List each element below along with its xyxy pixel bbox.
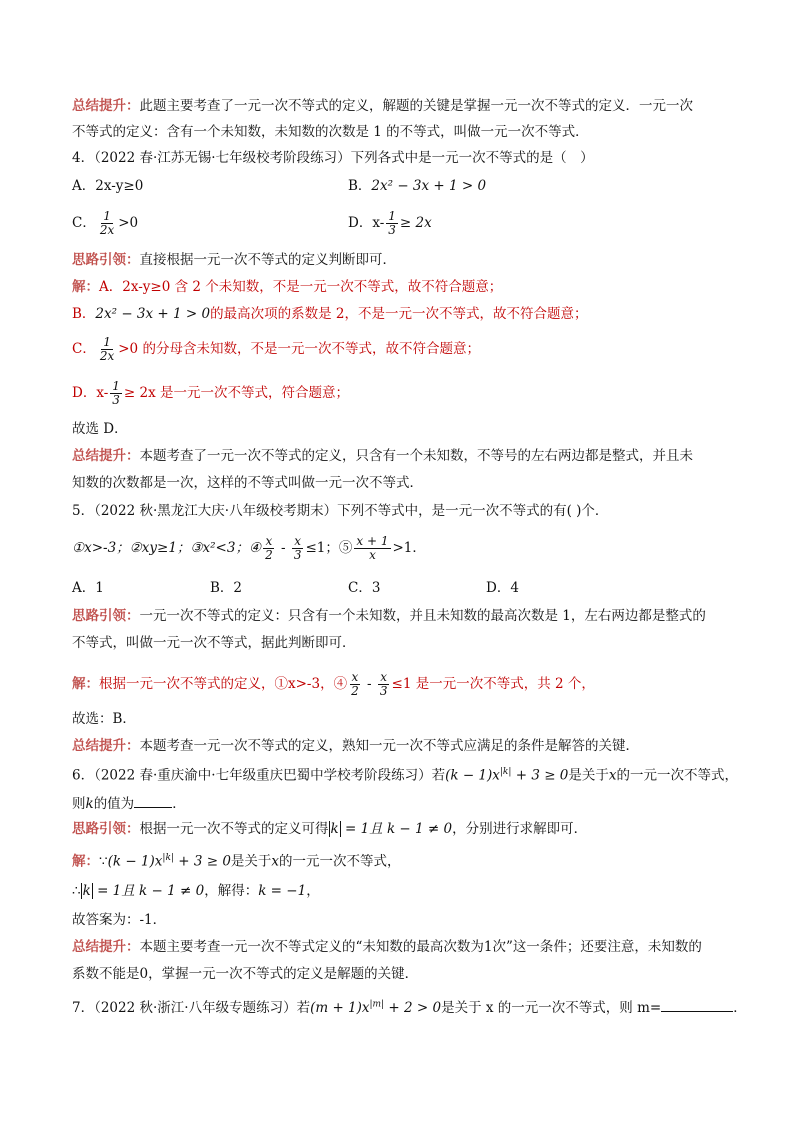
answer-blank[interactable] bbox=[661, 999, 733, 1012]
solution-text: ， bbox=[306, 883, 320, 899]
hint-text: 不等式，叫做一元一次不等式，据此判断即可． bbox=[72, 635, 356, 651]
q5-option-d: D．4 bbox=[486, 580, 519, 596]
numerator: x + 1 bbox=[356, 534, 389, 548]
q6-summary bbox=[72, 968, 418, 982]
math-expression: + 2 > 0 bbox=[384, 1000, 442, 1016]
stem-text: ． bbox=[172, 796, 186, 812]
math-expression: (m + 1)x bbox=[310, 1000, 370, 1016]
summary-text: 知数的次数都是一次，这样的不等式叫做一元一次不等式． bbox=[72, 475, 423, 491]
q5-items bbox=[72, 535, 426, 562]
solution-text: A．2x-y≥0 含 2 个未知数，不是一元一次不等式，故不符合题意； bbox=[99, 279, 503, 295]
math-expression: = 1且 k − 1 ≠ 0 bbox=[340, 821, 453, 837]
q5-hint bbox=[72, 637, 356, 651]
q4-option-d bbox=[348, 210, 432, 237]
summary-label: 总结提升： bbox=[72, 98, 140, 114]
solution-label: 解： bbox=[72, 676, 99, 693]
minus-sign: - bbox=[362, 676, 376, 693]
hint-text: 一元一次不等式的定义：只含有一个未知数，并且未知数的最高次数是 1，左右两边都是整式的 bbox=[139, 608, 706, 624]
solution-text: >0 的分母含未知数，不是一元一次不等式，故不符合题意； bbox=[118, 341, 480, 358]
q5-option-b: B．2 bbox=[210, 580, 243, 596]
math-abs: k bbox=[82, 883, 91, 899]
summary-text: 本题考查了一元一次不等式的定义，只含有一个未知数，不等号的左右两边都是整式，并且未 bbox=[139, 448, 693, 464]
option-prefix: B． bbox=[348, 178, 372, 194]
fraction bbox=[98, 210, 116, 237]
q5-option-a: A．1 bbox=[72, 580, 104, 596]
q4-choose: 故选 D． bbox=[72, 421, 128, 437]
solution-label: 解： bbox=[72, 853, 99, 870]
fraction bbox=[263, 535, 275, 562]
denominator: 2 bbox=[265, 548, 273, 563]
math-exponent: |m| bbox=[369, 999, 385, 1010]
q5-hint bbox=[72, 610, 706, 624]
solution-text: 的一元一次不等式， bbox=[279, 853, 401, 870]
question-4-stem: 4．（2022 春·江苏无锡·七年级校考阶段练习）下列各式中是一元一次不等式的是（ ） bbox=[72, 150, 594, 166]
items-text: >1． bbox=[392, 540, 426, 557]
stem-text: 则 bbox=[72, 796, 86, 812]
solution-text: 根据一元一次不等式的定义，①x>-3，④ bbox=[99, 676, 348, 693]
question-5-stem: 5．（2022 秋·黑龙江大庆·八年级校考期末）下列不等式中，是一元一次不等式的有( )个． bbox=[72, 503, 609, 519]
q4-summary bbox=[72, 477, 423, 491]
solution-text: ≥ 2x 是一元一次不等式，符合题意； bbox=[123, 385, 350, 402]
denominator: 2 bbox=[351, 684, 359, 699]
stem-text: 是关于 bbox=[568, 767, 609, 784]
summary-label: 总结提升： bbox=[72, 738, 140, 754]
math-expression: = 1且 k − 1 ≠ 0 bbox=[92, 883, 205, 899]
option-prefix: D．x- bbox=[348, 215, 385, 232]
q5-solution bbox=[72, 671, 595, 698]
minus-sign: - bbox=[276, 540, 290, 557]
math-expression: 2x² − 3x + 1 > 0 bbox=[371, 178, 487, 194]
numerator: 1 bbox=[112, 379, 120, 393]
hint-text: 直接根据一元一次不等式的定义判断即可． bbox=[139, 252, 396, 268]
q4-option-b bbox=[348, 180, 486, 194]
numerator: x bbox=[294, 534, 302, 548]
summary-label: 总结提升： bbox=[72, 448, 140, 464]
summary-label: 总结提升： bbox=[72, 939, 140, 955]
fraction bbox=[110, 380, 122, 407]
math-exponent: |k| bbox=[162, 853, 174, 863]
denominator: 3 bbox=[388, 223, 396, 238]
stem-text: 是关于 x 的一元一次不等式，则 m= bbox=[441, 1000, 662, 1016]
stem-text: ． bbox=[733, 1000, 747, 1016]
math-expression: + 3 ≥ 0 bbox=[173, 853, 231, 870]
solution-text: 是关于 bbox=[230, 853, 272, 870]
solution-text: 的最高次项的系数是 2，不是一元一次不等式，故不符合题意； bbox=[210, 306, 588, 322]
question-6-stem bbox=[72, 768, 738, 783]
hint-label: 思路引领： bbox=[72, 821, 140, 837]
option-suffix: >0 bbox=[118, 215, 139, 232]
solution-text: ≤1 是一元一次不等式，共 2 个， bbox=[391, 676, 595, 693]
option-suffix: ≥ 2x bbox=[399, 215, 432, 232]
numerator: 1 bbox=[103, 335, 111, 349]
option-prefix: B． bbox=[72, 306, 96, 322]
q5-choose: 故选：B． bbox=[72, 711, 136, 727]
math-expression: 2x² − 3x + 1 > 0 bbox=[95, 306, 211, 322]
q6-hint bbox=[72, 823, 587, 837]
denominator: 2x bbox=[99, 349, 115, 364]
q6-solution bbox=[72, 854, 401, 869]
items-text: ①x>-3；②xy≥1；③x²<3；④ bbox=[72, 540, 262, 557]
fraction bbox=[98, 336, 116, 363]
math-expression: (k − 1)x bbox=[107, 853, 163, 870]
math-variable: x bbox=[608, 767, 617, 784]
q4-solution-d bbox=[72, 380, 349, 407]
numerator: 1 bbox=[388, 209, 396, 223]
q4-solution-c bbox=[72, 336, 480, 363]
solution-text: ∴ bbox=[72, 883, 81, 899]
math-abs: k bbox=[330, 821, 339, 837]
question-6-stem bbox=[72, 795, 186, 812]
fraction bbox=[378, 671, 390, 698]
math-exponent: |k| bbox=[499, 767, 512, 777]
q4-solution-b bbox=[72, 308, 588, 322]
q5-option-c: C．3 bbox=[348, 580, 381, 596]
solution-text: ∵ bbox=[99, 853, 108, 870]
math-variable: x bbox=[271, 853, 280, 870]
summary-text: 系数不能是0，掌握一元一次不等式的定义是解题的关键． bbox=[72, 966, 419, 982]
summary-text: 本题主要考查一元一次不等式定义的“未知数的最高次数为1次”这一条件；还要注意，未知数的 bbox=[139, 939, 702, 955]
summary-text: 此题主要考查了一元一次不等式的定义，解题的关键是掌握一元一次不等式的定义．一元一次 bbox=[139, 98, 693, 114]
option-prefix: C． bbox=[72, 341, 96, 358]
fraction bbox=[292, 535, 304, 562]
numerator: x bbox=[351, 670, 359, 684]
stem-text: 7．（2022 秋·浙江·八年级专题练习）若 bbox=[72, 1000, 311, 1016]
denominator: x bbox=[369, 548, 376, 563]
denominator: 3 bbox=[112, 393, 120, 408]
summary-text: 本题考查一元一次不等式的定义，熟知一元一次不等式应满足的条件是解答的关键． bbox=[139, 738, 639, 754]
denominator: 3 bbox=[379, 684, 388, 699]
q5-summary bbox=[72, 740, 639, 754]
answer-blank[interactable] bbox=[134, 795, 172, 808]
math-expression: + 3 ≥ 0 bbox=[511, 767, 569, 784]
q4-option-c bbox=[72, 210, 138, 237]
numerator: 1 bbox=[103, 209, 111, 223]
q4-solution-a bbox=[72, 281, 502, 295]
hint-text: 根据一元一次不等式的定义可得 bbox=[139, 821, 329, 837]
fraction bbox=[349, 671, 361, 698]
math-expression: k = −1 bbox=[258, 883, 307, 899]
hint-text: ，分别进行求解即可． bbox=[452, 821, 588, 837]
q6-answer: 故答案为：-1． bbox=[72, 912, 167, 928]
option-prefix: D．x- bbox=[72, 385, 109, 402]
numerator: x bbox=[265, 534, 273, 548]
question-7-stem bbox=[72, 999, 747, 1016]
q4-option-a: A．2x-y≥0 bbox=[72, 178, 144, 194]
fraction bbox=[386, 210, 398, 237]
fraction bbox=[354, 535, 390, 562]
q6-solution bbox=[72, 885, 320, 899]
stem-text: 6．（2022 春·重庆渝中·七年级重庆巴蜀中学校考阶段练习）若 bbox=[72, 767, 446, 784]
denominator: 2x bbox=[99, 223, 115, 238]
items-text: ≤1；⑤ bbox=[305, 540, 353, 557]
stem-text: 的值为 bbox=[93, 796, 135, 812]
math-expression: (k − 1)x bbox=[445, 767, 500, 784]
hint-label: 思路引领： bbox=[72, 252, 140, 268]
math-variable: k bbox=[85, 796, 94, 812]
denominator: 3 bbox=[293, 548, 302, 563]
hint-label: 思路引领： bbox=[72, 608, 140, 624]
q6-summary bbox=[72, 941, 702, 955]
summary-text: 不等式的定义：含有一个未知数，未知数的次数是 1 的不等式，叫做一元一次不等式． bbox=[72, 124, 589, 140]
solution-text: ，解得： bbox=[204, 883, 259, 899]
summary-line bbox=[72, 126, 589, 140]
numerator: x bbox=[380, 670, 388, 684]
q4-summary bbox=[72, 450, 693, 464]
q4-hint bbox=[72, 254, 396, 268]
summary-line bbox=[72, 100, 693, 114]
option-prefix: C． bbox=[72, 215, 96, 232]
solution-label: 解： bbox=[72, 279, 99, 295]
stem-text: 的一元一次不等式， bbox=[616, 767, 739, 784]
